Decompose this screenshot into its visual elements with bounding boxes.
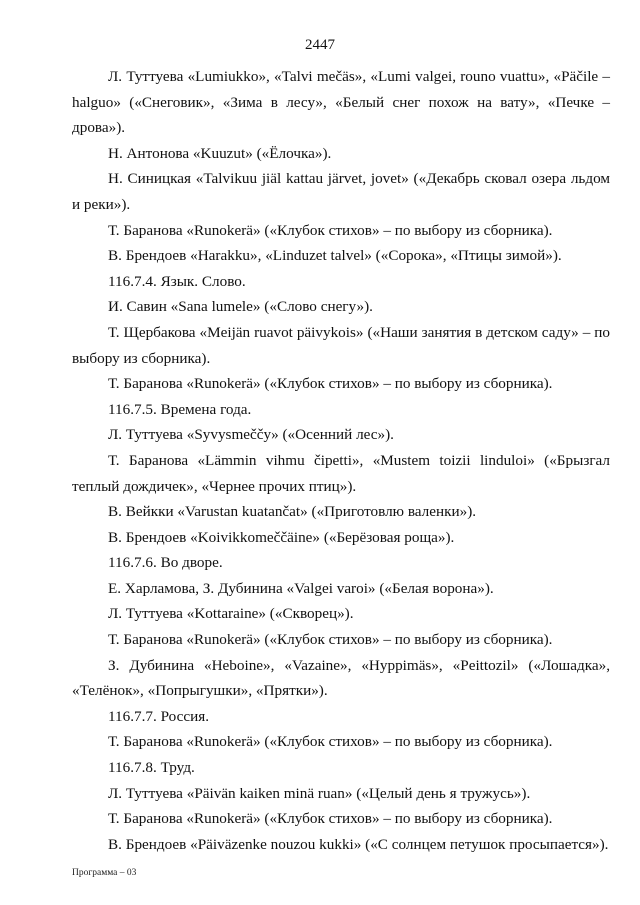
footer-label: Программа – 03 (72, 868, 137, 878)
paragraph: Т. Баранова «Runokerä» («Клубок стихов» – по выбору из сборника). (108, 733, 553, 751)
paragraph: Л. Туттуева «Lumiukko», «Talvi mečäs», «Lumi valgei, rouno vuattu», «Päčile – halguo» («Снеговик», «Зима в лесу», «Белый снег похож на вату», «Печке – дрова»). (72, 68, 610, 137)
paragraph: З. Дубинина «Heboine», «Vazaine», «Hyppimäs», «Peittozil» («Лошадка», «Телёнок», «Попрыгушки», «Прятки»). (72, 656, 610, 700)
paragraph: Т. Баранова «Runokerä» («Клубок стихов» – по выбору из сборника). (108, 810, 553, 828)
paragraph: Т. Баранова «Runokerä» («Клубок стихов» – по выбору из сборника). (108, 375, 553, 393)
document-body (72, 64, 610, 857)
paragraph: Л. Туттуева «Päivän kaiken minä ruan» («Целый день я тружусь»). (108, 784, 531, 802)
section-heading: 116.7.5. Времена года. (108, 400, 252, 418)
paragraph: В. Брендоев «Päiväzenke nouzou kukki» («С солнцем петушок просыпается»). (108, 835, 609, 853)
paragraph: В. Вейкки «Varustan kuatančat» («Приготовлю валенки»). (108, 503, 477, 521)
paragraph: Н. Синицкая «Talvikuu jiäl kattau järvet, jovet» («Декабрь сковал озера льдом и реки»). (72, 170, 610, 213)
paragraph: И. Савин «Sana lumele» («Слово снегу»). (108, 298, 373, 316)
paragraph: Л. Туттуева «Kottaraine» («Скворец»). (108, 605, 354, 623)
paragraph: Т. Баранова «Lämmin vihmu čipetti», «Mustem toizii linduloi» («Брызгал теплый дождичек», «Чернее прочих птиц»). (72, 451, 610, 495)
paragraph: Н. Антонова «Kuuzut» («Ёлочка»). (108, 144, 332, 162)
page-number: 2447 (305, 37, 335, 53)
paragraph: В. Брендоев «Koivikkomeččäine» («Берёзовая роща»). (108, 528, 455, 546)
section-heading: 116.7.8. Труд. (108, 759, 195, 777)
paragraph: В. Брендоев «Harakku», «Linduzet talvel» («Сорока», «Птицы зимой»). (108, 247, 562, 265)
section-heading: 116.7.7. Россия. (108, 707, 210, 725)
paragraph: Е. Харламова, З. Дубинина «Valgei varoi» («Белая ворона»). (108, 579, 494, 597)
paragraph: Т. Щербакова «Meijän ruavot päivykois» («Наши занятия в детском саду» – по выбору из сборника). (72, 323, 610, 367)
paragraph: Л. Туттуева «Syvysmeččy» («Осенний лес»). (108, 426, 394, 444)
paragraph: Т. Баранова «Runokerä» («Клубок стихов» – по выбору из сборника). (108, 631, 553, 649)
paragraph: Т. Баранова «Runokerä» («Клубок стихов» – по выбору из сборника). (108, 221, 553, 239)
section-heading: 116.7.6. Во дворе. (108, 554, 223, 572)
section-heading: 116.7.4. Язык. Слово. (108, 272, 246, 290)
